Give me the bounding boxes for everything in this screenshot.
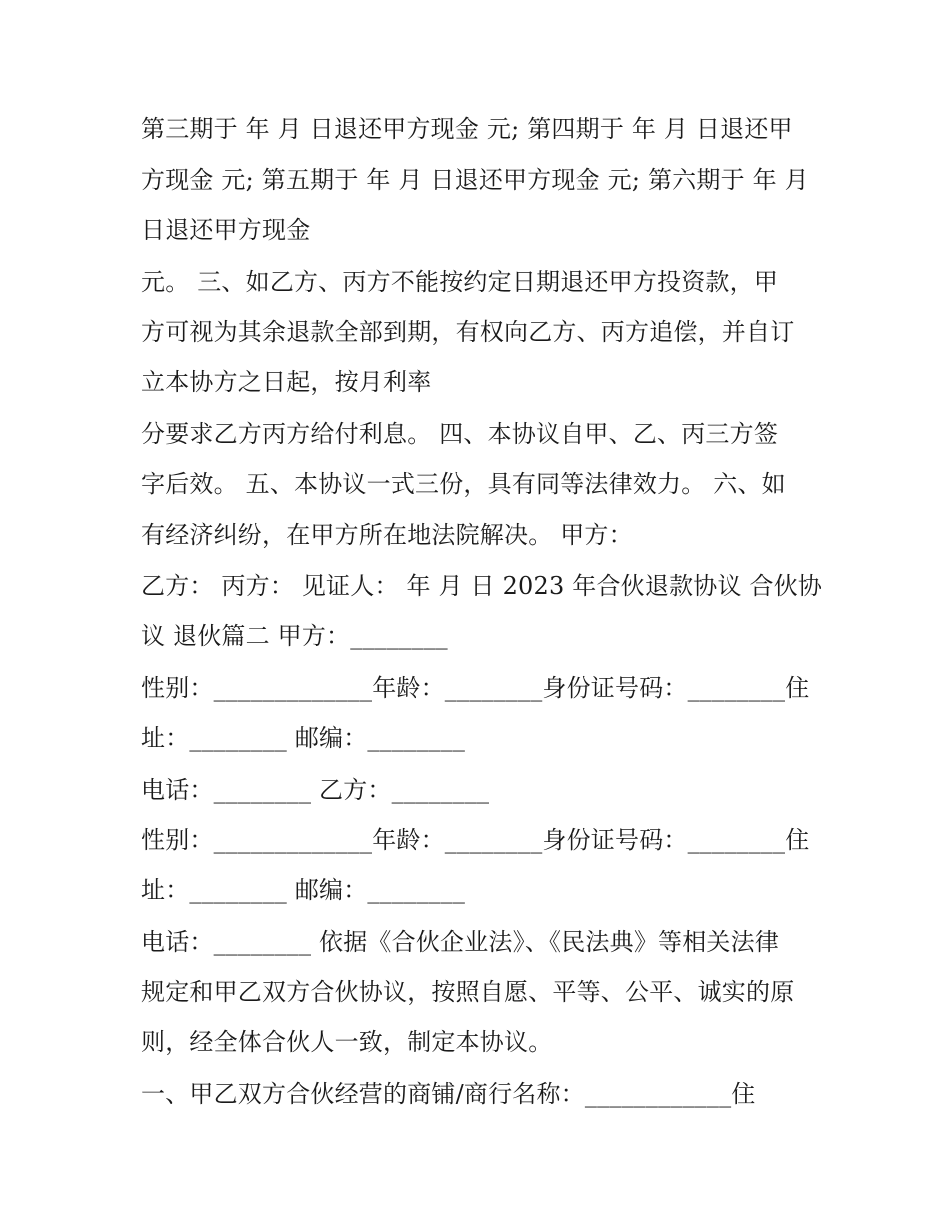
text-line: 立本协方之日起，按月利率 <box>141 368 432 396</box>
text-line: 规定和甲乙双方合伙协议，按照自愿、平等、公平、诚实的原 <box>141 978 795 1006</box>
text-line: 第三期于 年 月 日退还甲方现金 元; 第四期于 年 月 日退还甲 <box>141 115 793 143</box>
text-line: 一、甲乙双方合伙经营的商铺/商行名称：____________住 <box>141 1080 756 1108</box>
text-line: 有经济纠纷，在甲方所在地法院解决。 甲方： <box>141 521 633 549</box>
text-line: 字后效。 五、本协议一式三份，具有同等法律效力。 六、如 <box>141 470 786 498</box>
text-line: 分要求乙方丙方给付利息。 四、本协议自甲、乙、丙三方签 <box>141 420 779 448</box>
text-line: 电话：________ 依据《合伙企业法》、《民法典》等相关法律 <box>141 928 780 956</box>
text-line: 方可视为其余退款全部到期，有权向乙方、丙方追偿，并自订 <box>141 318 795 346</box>
text-line: 性别：_____________年龄：________身份证号码：________住 <box>141 674 810 702</box>
text-line: 址：________ 邮编：________ <box>141 724 466 752</box>
text-line: 则，经全体合伙人一致，制定本协议。 <box>141 1028 553 1056</box>
text-line: 日退还甲方现金 <box>141 216 311 244</box>
text-line: 乙方： 丙方： 见证人： 年 月 日 2023 年合伙退款协议 合伙协 <box>141 572 823 600</box>
text-line: 性别：_____________年龄：________身份证号码：________住 <box>141 826 810 854</box>
text-line: 元。 三、如乙方、丙方不能按约定日期退还甲方投资款，甲 <box>141 268 779 296</box>
text-line: 方现金 元; 第五期于 年 月 日退还甲方现金 元; 第六期于 年 月 <box>141 166 809 194</box>
text-line: 址：________ 邮编：________ <box>141 876 466 904</box>
text-line: 议 退伙篇二 甲方：________ <box>141 622 448 650</box>
text-line: 电话：________ 乙方：________ <box>141 776 490 804</box>
